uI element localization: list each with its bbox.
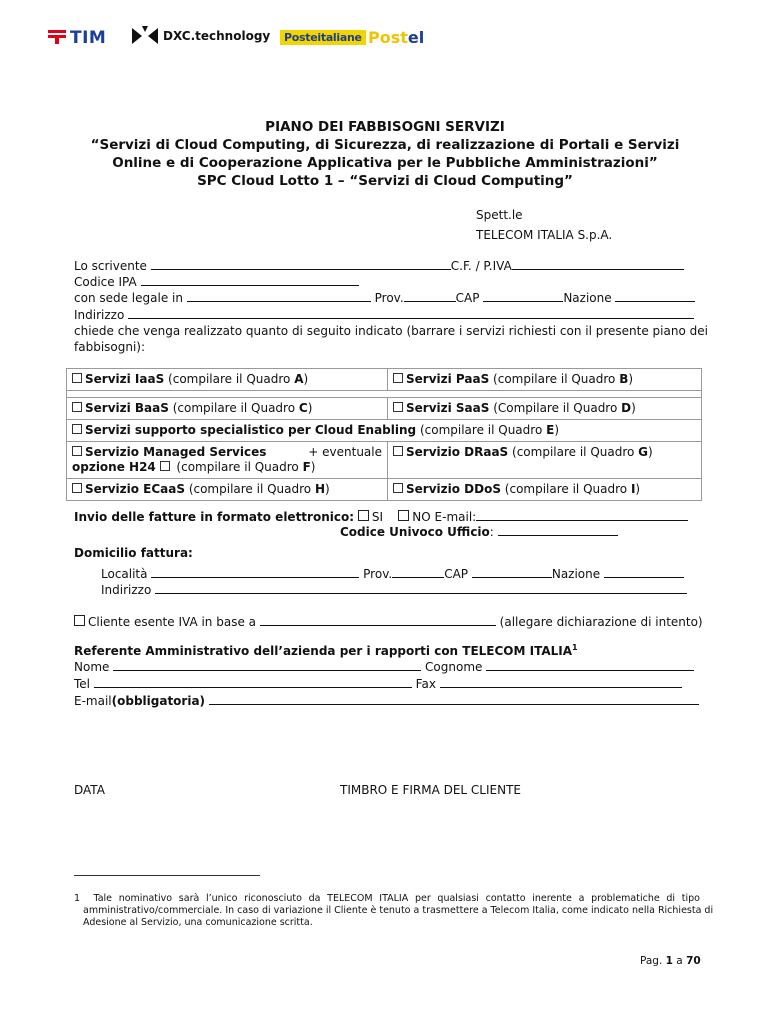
billing-indirizzo-field[interactable] [155,583,687,594]
billing-cap-field[interactable] [472,567,552,578]
iva-note: (allegare dichiarazione di intento) [499,615,703,629]
email-obbl-row [74,694,699,709]
nome-field[interactable] [113,660,421,671]
indirizzo-label: Indirizzo [74,308,125,322]
ref-email-field[interactable] [209,694,699,705]
fax-field[interactable] [440,677,682,688]
indirizzo-field[interactable] [128,308,694,319]
sede-label: con sede legale in [74,291,183,305]
footnote-ref: 1 [572,643,578,652]
nazione-label: Nazione [563,291,612,305]
logo-row [48,26,448,52]
sede-row [74,291,695,306]
checkbox-icon[interactable] [72,446,82,456]
poste-italiane-logo: Posteitaliane [280,30,366,45]
dxc-mark-icon [130,26,160,46]
scrivente-field[interactable] [151,259,451,270]
postel-logo: Postel [368,28,425,47]
tel-label: Tel [74,677,91,691]
tel-row [74,677,682,692]
managed-line-1: Servizio Managed Services + eventuale [72,445,382,460]
cognome-field[interactable] [486,660,694,671]
title-line-3: Online e di Cooperazione Applicativa per le Pubbliche Amministrazioni” [112,155,658,171]
cf-field[interactable] [512,259,684,270]
service-baas[interactable]: Servizi BaaS (compilare il Quadro C) [67,398,388,419]
title-line-1: PIANO DEI FABBISOGNI SERVIZI [265,119,505,135]
chiede-text-2: fabbisogni): [74,340,146,354]
footnote-divider [74,875,260,876]
localita-label: Località [101,567,148,581]
addressee-line-1: Spett.le [476,208,523,222]
services-row-5 [67,479,701,500]
cap-field[interactable] [483,291,563,302]
codice-ipa-field[interactable] [141,275,359,286]
footnote-line-3: Adesione al Servizio, una comunicazione scritta. [83,917,313,928]
ref-email-label: E-mail [74,694,112,708]
nazione-field[interactable] [615,291,695,302]
codice-univoco-field[interactable] [498,525,618,536]
checkbox-icon[interactable] [72,424,82,434]
data-label: DATA [74,783,105,797]
billing-indirizzo-label: Indirizzo [101,583,152,597]
service-ddos[interactable]: Servizio DDoS (compilare il Quadro I) [388,479,701,500]
email-field[interactable] [476,510,688,521]
tel-field[interactable] [94,677,412,688]
nome-row [74,660,694,675]
localita-field[interactable] [151,567,359,578]
footnote-line-2: amministrativo/commerciale. In caso di variazione il Cliente è tenuto a trasmettere a Telecom Italia, come indicato nella Richiesta di [83,905,714,916]
localita-row [101,567,684,582]
managed-line-2: opzione H24 (compilare il Quadro F) [72,460,316,474]
si-checkbox-icon[interactable] [358,510,369,521]
title-line-2: “Servizi di Cloud Computing, di Sicurezza, di realizzazione di Portali e Servizi [90,137,680,153]
indirizzo-row [74,308,694,323]
services-table [66,368,702,501]
prov-label: Prov. [374,291,404,305]
addressee-line-2: TELECOM ITALIA S.p.A. [476,228,613,242]
checkbox-icon[interactable] [72,373,82,383]
service-iaas[interactable]: Servizi IaaS (compilare il Quadro A) [67,369,388,390]
referente-heading: Referente Amministrativo dell’azienda per i rapporti con TELECOM ITALIA$^1$ [74,643,578,658]
checkbox-icon[interactable] [393,446,403,456]
service-ecaas[interactable]: Servizio ECaaS (compilare il Quadro H) [67,479,388,500]
footnote-line-1: 1 Tale nominativo sarà l’unico riconosciuto da TELECOM ITALIA per qualsiasi contatto inerente a problematiche di tipo [74,893,700,904]
cap-label: CAP [455,291,480,305]
service-managed[interactable] [67,442,388,478]
title-line-4: SPC Cloud Lotto 1 – “Servizi di Cloud Computing” [197,173,573,189]
billing-nazione-label: Nazione [551,567,601,581]
iva-checkbox-icon[interactable] [74,615,85,626]
checkbox-icon[interactable] [72,483,82,493]
checkbox-icon[interactable] [72,402,82,412]
tim-logo [48,28,106,48]
si-label: SI [371,510,384,524]
codice-ipa-row [74,275,359,290]
invio-fatture-row [74,510,688,525]
scrivente-label: Lo scrivente [74,259,147,273]
document-title [60,118,710,190]
nome-label: Nome [74,660,110,674]
prov-field[interactable] [404,291,456,302]
billing-prov-field[interactable] [392,567,444,578]
fax-label: Fax [415,677,436,691]
page-number: Pag. 1 a 70 [640,955,701,967]
services-row-3 [67,420,701,442]
iva-label: Cliente esente IVA in base a [88,615,256,629]
timbro-firma-label: TIMBRO E FIRMA DEL CLIENTE [340,783,522,797]
footnote [74,893,714,929]
checkbox-icon[interactable] [393,483,403,493]
domicilio-heading: Domicilio fattura: [74,546,193,560]
no-label: NO [412,510,431,524]
invio-fatture-label: Invio delle fatture in formato elettronico: [74,510,355,524]
dxc-logo-text: DXC.technology [163,29,271,43]
checkbox-icon[interactable] [393,373,403,383]
iva-row [74,615,703,630]
tim-mark-icon [48,30,66,44]
codice-univoco-row: Codice Univoco Ufficio: [340,525,618,540]
services-row-4 [67,442,701,479]
tim-logo-text: TIM [70,28,107,48]
iva-field[interactable] [260,615,496,626]
cognome-label: Cognome [425,660,483,674]
email-label: E-mail: [434,510,477,524]
service-saas[interactable]: Servizi SaaS (Compilare il Quadro D) [388,398,701,419]
services-row-1 [67,369,701,391]
dxc-logo [130,26,270,46]
service-draas[interactable]: Servizio DRaaS (compilare il Quadro G) [388,442,701,478]
codice-univoco-label: Codice Univoco Ufficio [340,525,490,539]
checkbox-icon[interactable] [160,461,170,471]
billing-prov-label: Prov. [363,567,393,581]
obbligatoria-label: (obbligatoria) [111,694,206,708]
services-row-2 [67,398,701,420]
sede-field[interactable] [187,291,371,302]
billing-cap-label: CAP [444,567,469,581]
scrivente-row [74,259,684,274]
chiede-text: chiede che venga realizzato quanto di seguito indicato (barrare i servizi richiesti con il presente piano dei [74,324,708,338]
cf-label: C.F. / P.IVA [450,259,512,273]
checkbox-icon[interactable] [393,402,403,412]
table-spacer [67,391,701,398]
service-cloud-enabling[interactable]: Servizi supporto specialistico per Cloud Enabling (compilare il Quadro E) [67,420,701,441]
billing-indirizzo-row [101,583,687,598]
codice-ipa-label: Codice IPA [74,275,137,289]
service-paas[interactable]: Servizi PaaS (compilare il Quadro B) [388,369,701,390]
billing-nazione-field[interactable] [604,567,684,578]
no-checkbox-icon[interactable] [398,510,409,521]
